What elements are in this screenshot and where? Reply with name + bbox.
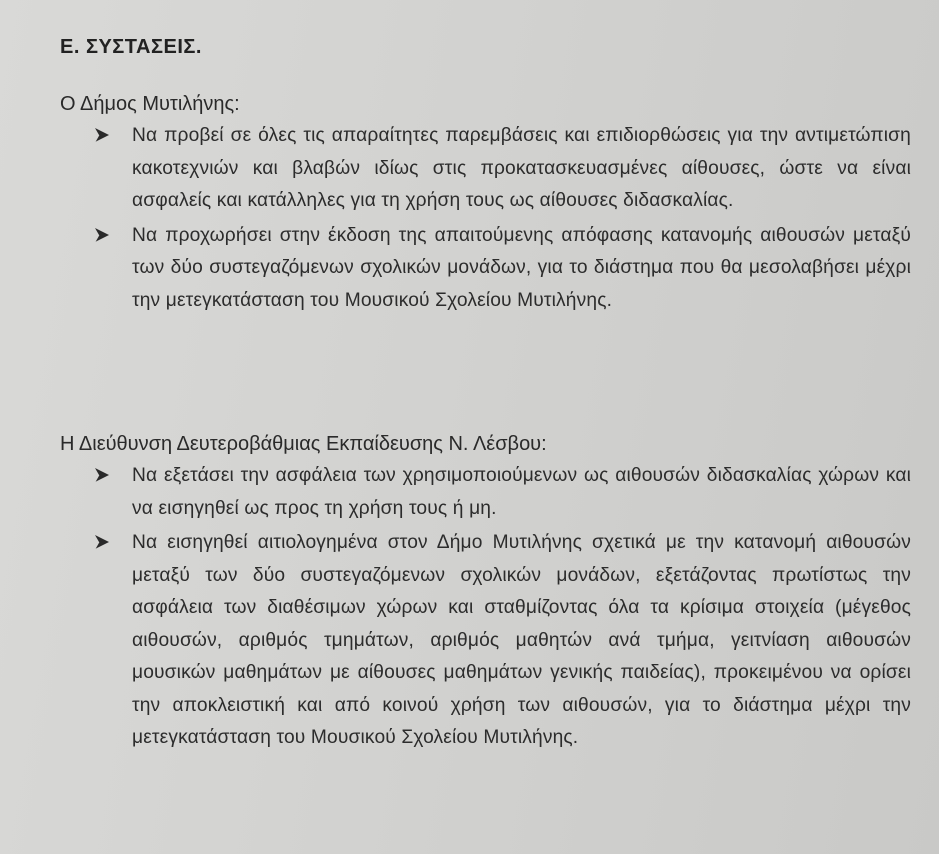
section-title: Η Διεύθυνση Δευτεροβάθμιας Εκπαίδευσης Ν. Λέσβου: (60, 433, 547, 455)
section-title: Ο Δήμος Μυτιλήνης: (60, 93, 240, 115)
list-item-text: Να προχωρήσει στην έκδοση της απαιτούμενης απόφασης κατανομής αιθουσών μεταξύ των δύο συστεγαζόμενων σχολικών μονάδων, για το διάστημα που θα μεσολαβήσει μέχρι την μετεγκατάσταση του Μουσικού Σχολείου Μυτιλήνης. (132, 224, 911, 311)
section-heading: Ε. ΣΥΣΤΑΣΕΙΣ. (60, 36, 202, 58)
list-item (132, 120, 911, 218)
list-item-text: Να προβεί σε όλες τις απαραίτητες παρεμβάσεις και επιδιορθώσεις για την αντιμετώπιση κακοτεχνιών και βλαβών ιδίως στις προκατασκευασμένες αίθουσες, ώστε να είναι ασφαλείς και κατάλληλες για τη χρήση τους ως αίθουσες διδασκαλίας. (132, 125, 911, 211)
arrowhead-bullet-icon (94, 467, 110, 483)
arrowhead-bullet-icon (94, 534, 110, 550)
list-item (132, 527, 911, 755)
list-item (132, 460, 911, 525)
list-item-text: Να εισηγηθεί αιτιολογημένα στον Δήμο Μυτιλήνης σχετικά με την κατανομή αιθουσών μεταξύ των δύο συστεγαζόμενων σχολικών μονάδων, εξετάζοντας πρωτίστως την ασφάλεια των διαθέσιμων χώρων και σταθμίζοντας όλα τα κρίσιμα στοιχεία (μέγεθος αιθουσών, αριθμός τμημάτων, αριθμός μαθητών ανά τμήμα, γειτνίαση αιθουσών μουσικών μαθημάτων με αίθουσες μαθημάτων γενικής παιδείας), προκειμένου να ορίσει την αποκλειστική και από κοινού χρήση των αιθουσών, για το διάστημα μέχρι την μετεγκατάσταση του Μουσικού Σχολείου Μυτιλήνης. (132, 532, 911, 748)
arrowhead-bullet-icon (94, 227, 110, 243)
recommendations-municipality (60, 88, 911, 317)
arrowhead-bullet-icon (94, 127, 110, 143)
list-item-text: Να εξετάσει την ασφάλεια των χρησιμοποιούμενων ως αιθουσών διδασκαλίας χώρων και να εισηγηθεί ως προς τη χρήση τους ή μη. (132, 465, 911, 519)
list-item (132, 220, 911, 318)
recommendations-education-directorate (60, 428, 911, 755)
